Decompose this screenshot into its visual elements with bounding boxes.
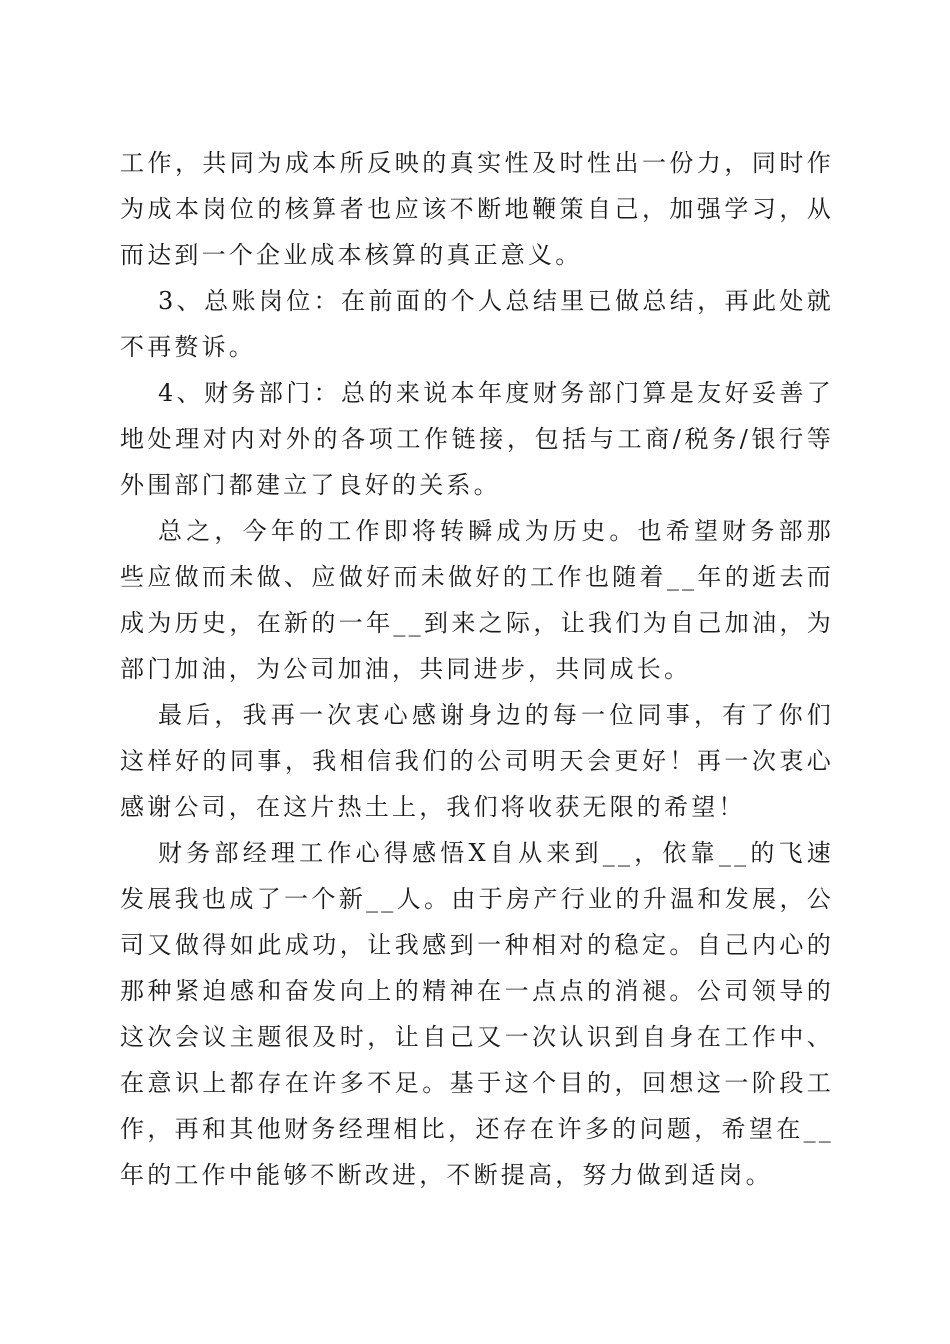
paragraph-finance-department: 4、财务部门：总的来说本年度财务部门算是友好妥善了地处理对内对外的各项工作链接，包括与工商/税务/银行等外围部门都建立了良好的关系。: [120, 379, 834, 499]
paragraph-summary: 总之，今年的工作即将转瞬成为历史。也希望财务部那些应做而未做、应做好而未做好的工作也随着__年的逝去而成为历史，在新的一年__到来之际，让我们为自己加油，为部门加油，为公司加油，共同进步，共同成长。: [120, 517, 834, 683]
document-body: [120, 140, 834, 1198]
paragraph-general-ledger: 3、总账岗位：在前面的个人总结里已做总结，再此处就不再赘诉。: [120, 287, 834, 361]
paragraph-thanks: 最后，我再一次衷心感谢身边的每一位同事，有了你们这样好的同事，我相信我们的公司明天会更好！再一次衷心感谢公司，在这片热土上，我们将收获无限的希望！: [120, 701, 834, 821]
paragraph-manager-reflection: 财务部经理工作心得感悟X自从来到__，依靠__的飞速发展我也成了一个新__人。由于房产行业的升温和发展，公司又做得如此成功，让我感到一种相对的稳定。自己内心的那种紧迫感和奋发向上的精神在一点点的消褪。公司领导的这次会议主题很及时，让自己又一次认识到自身在工作中、在意识上都存在许多不足。基于这个目的，回想这一阶段工作，再和其他财务经理相比，还存在许多的问题，希望在__年的工作中能够不断改进，不断提高，努力做到适岗。: [120, 839, 834, 1189]
paragraph-continuation: 工作，共同为成本所反映的真实性及时性出一份力，同时作为成本岗位的核算者也应该不断地鞭策自己，加强学习，从而达到一个企业成本核算的真正意义。: [120, 149, 834, 269]
